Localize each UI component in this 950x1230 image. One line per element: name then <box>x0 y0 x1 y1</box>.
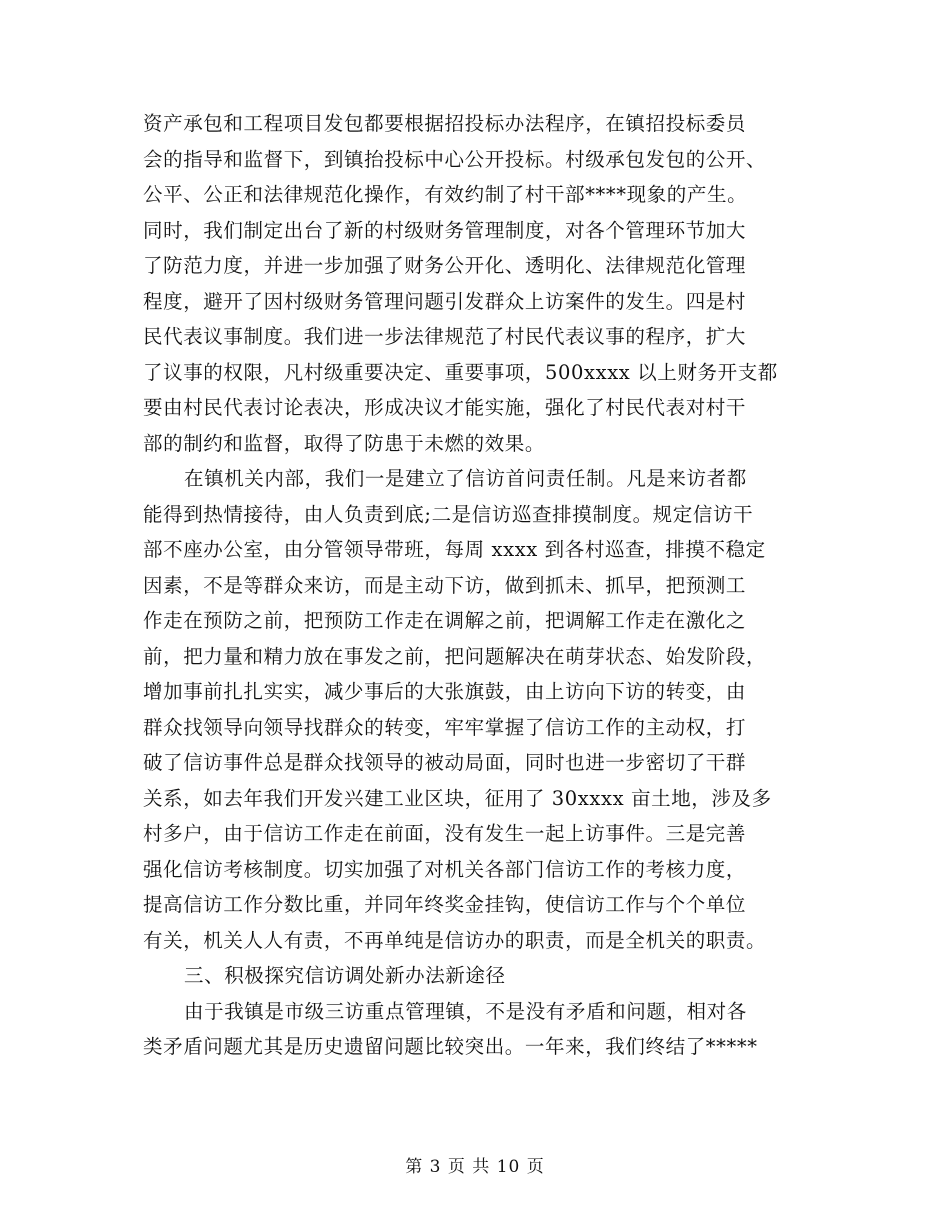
paragraph-line: 会的指导和监督下，到镇抬投标中心公开投标。村级承包发包的公开、 <box>143 147 767 171</box>
paragraph-line: 关系，如去年我们开发兴建工业区块，征用了 30xxxx 亩土地，涉及多 <box>143 786 772 810</box>
paragraph-line: 程度，避开了因村级财务管理问题引发群众上访案件的发生。四是村 <box>143 289 747 313</box>
section-heading: 三、积极探究信访调处新办法新途径 <box>184 964 506 987</box>
paragraph-line: 部不座办公室，由分管领导带班，每周 xxxx 到各村巡查，排摸不稳定 <box>143 538 766 561</box>
paragraph-line: 村多户，由于信访工作走在前面，没有发生一起上访事件。三是完善 <box>143 822 747 845</box>
document-body <box>143 106 813 1065</box>
paragraph-line: 部的制约和监督，取得了防患于未燃的效果。 <box>143 431 546 455</box>
paragraph-line: 了议事的权限，凡村级重要决定、重要事项，500xxxx 以上财务开支都 <box>143 360 778 384</box>
paragraph-line: 提高信访工作分数比重，并同年终奖金挂钩，使信访工作与个个单位 <box>143 893 747 916</box>
paragraph-line: 有关，机关人人有责，不再单纯是信访办的职责，而是全机关的职责。 <box>143 928 767 952</box>
paragraph-line: 因素，不是等群众来访，而是主动下访，做到抓未、抓早，把预测工 <box>143 573 747 597</box>
paragraph-line: 前，把力量和精力放在事发之前，把问题解决在萌芽状态、始发阶段， <box>143 644 767 668</box>
paragraph-line: 能得到热情接待，由人负责到底;二是信访巡查排摸制度。规定信访干 <box>143 502 754 526</box>
paragraph-line: 要由村民代表讨论表决，形成决议才能实施，强化了村民代表对村干 <box>143 396 747 419</box>
paragraph-line: 资产承包和工程项目发包都要根据招投标办法程序，在镇招投标委员 <box>143 112 747 135</box>
paragraph-line: 公平、公正和法律规范化操作，有效约制了村干部****现象的产生。 <box>143 183 748 206</box>
paragraph-line: 同时，我们制定出台了新的村级财务管理制度，对各个管理环节加大 <box>143 218 747 242</box>
paragraph-line: 类矛盾问题尤其是历史遗留问题比较突出。一年来，我们终结了***** <box>143 1035 758 1058</box>
paragraph-line: 强化信访考核制度。切实加强了对机关各部门信访工作的考核力度， <box>143 857 747 881</box>
paragraph-line: 在镇机关内部，我们一是建立了信访首问责任制。凡是来访者都 <box>184 467 747 490</box>
paragraph-line: 由于我镇是市级三访重点管理镇，不是没有矛盾和问题，相对各 <box>184 999 747 1023</box>
paragraph-line: 民代表议事制度。我们进一步法律规范了村民代表议事的程序，扩大 <box>143 325 747 348</box>
page-footer <box>0 1152 950 1177</box>
paragraph-line: 增加事前扎扎实实，减少事后的大张旗鼓，由上访向下访的转变，由 <box>143 680 747 703</box>
page-number-label: 第 3 页 共 10 页 <box>405 1157 545 1177</box>
paragraph-line: 了防范力度，并进一步加强了财务公开化、透明化、法律规范化管理 <box>143 254 747 277</box>
paragraph-line: 破了信访事件总是群众找领导的被动局面，同时也进一步密切了干群 <box>143 751 747 774</box>
paragraph-line: 群众找领导向领导找群众的转变，牢牢掌握了信访工作的主动权，打 <box>143 715 747 739</box>
paragraph-line: 作走在预防之前，把预防工作走在调解之前，把调解工作走在激化之 <box>143 609 747 632</box>
